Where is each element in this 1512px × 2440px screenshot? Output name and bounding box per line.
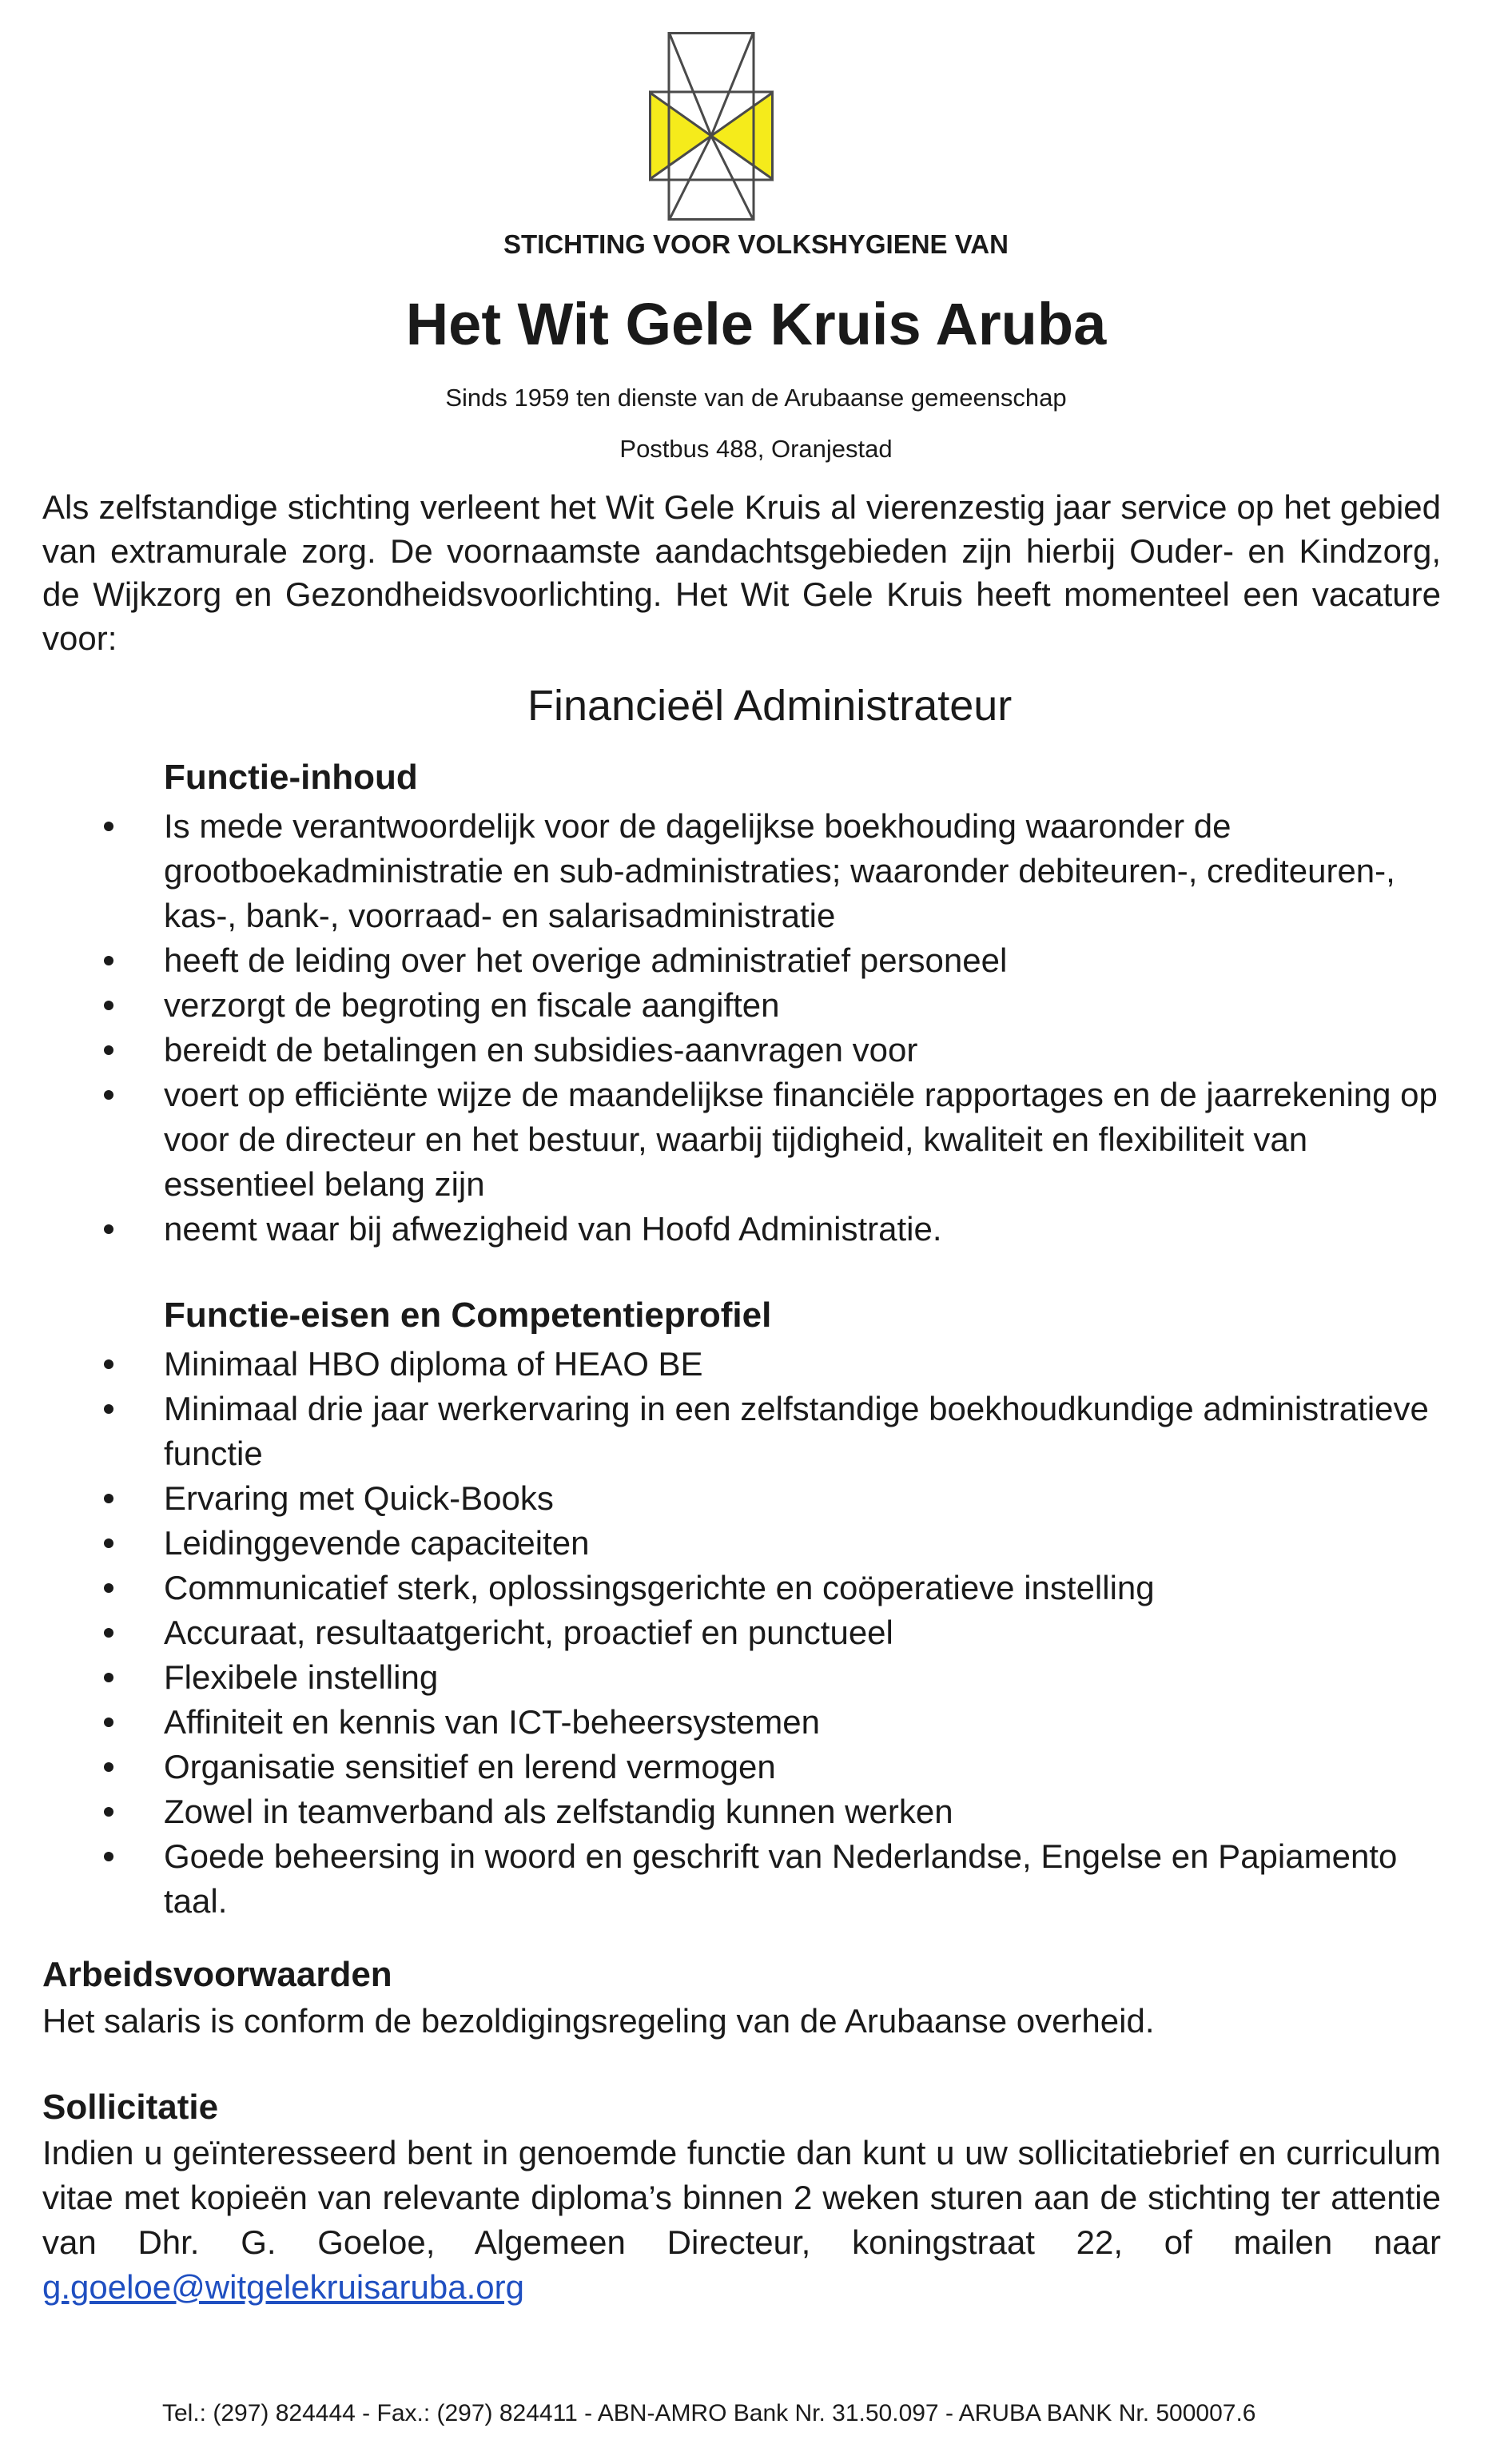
list-item: voert op efficiënte wijze de maandelijkse financiële rapportages en de jaarrekening op voor de directeur en het bestuur, waarbij tijdigheid, kwaliteit en flexibiliteit van essentieel belang zijn — [0, 1073, 1438, 1207]
list-item: Goede beheersing in woord en geschrift van Nederlandse, Engelse en Papiamento taal. — [0, 1834, 1438, 1924]
bullet-icon — [104, 1538, 113, 1548]
bullet-icon — [104, 1359, 113, 1369]
organization-name: Het Wit Gele Kruis Aruba — [405, 291, 1107, 357]
functie-inhoud-list — [0, 804, 1438, 1252]
bullet-icon — [104, 1673, 113, 1682]
bullet-icon — [104, 1628, 113, 1638]
organization-address: Postbus 488, Oranjestad — [619, 435, 893, 463]
footer-contact: Tel.: (297) 824444 - Fax.: (297) 824411 - ABN-AMRO Bank Nr. 31.50.097 - ARUBA BANK Nr. 500007.6 — [162, 2400, 1256, 2426]
bullet-icon — [104, 1762, 113, 1772]
list-item: Leidinggevende capaciteiten — [0, 1521, 1438, 1566]
list-item: Accuraat, resultaatgericht, proactief en punctueel — [0, 1610, 1438, 1655]
bullet-icon — [104, 1807, 113, 1817]
functie-eisen-heading: Functie-eisen en Competentieprofiel — [164, 1296, 772, 1335]
list-item: neemt waar bij afwezigheid van Hoofd Administratie. — [0, 1207, 1438, 1252]
arbeidsvoorwaarden-text: Het salaris is conform de bezoldigingsregeling van de Arubaanse overheid. — [42, 2002, 1155, 2040]
list-item: verzorgt de begroting en fiscale aangiften — [0, 983, 1438, 1028]
job-title: Financieël Administrateur — [527, 682, 1013, 730]
list-item: heeft de leiding over het overige administratief personeel — [0, 938, 1438, 983]
arbeidsvoorwaarden-heading: Arbeidsvoorwaarden — [42, 1955, 392, 1994]
sollicitatie-heading: Sollicitatie — [42, 2088, 219, 2127]
bullet-icon — [104, 1718, 113, 1727]
list-item: bereidt de betalingen en subsidies-aanvragen voor — [0, 1028, 1438, 1073]
yellow-cross-logo — [649, 32, 774, 221]
list-item: Minimaal drie jaar werkervaring in een zelfstandige boekhoudkundige administratieve functie — [0, 1387, 1438, 1476]
list-item: Is mede verantwoordelijk voor de dagelijkse boekhouding waaronder de grootboekadministratie en sub-administraties; waaronder debiteuren-, crediteuren-, kas-, bank-, voorraad- en salarisadministratie — [0, 804, 1438, 938]
bullet-icon — [104, 1001, 113, 1010]
bullet-icon — [104, 1583, 113, 1593]
bullet-icon — [104, 1090, 113, 1100]
list-item: Minimaal HBO diploma of HEAO BE — [0, 1342, 1438, 1387]
bullet-icon — [104, 822, 113, 831]
bullet-icon — [104, 1852, 113, 1861]
bullet-icon — [104, 1494, 113, 1503]
bullet-icon — [104, 1045, 113, 1055]
list-item: Zowel in teamverband als zelfstandig kunnen werken — [0, 1789, 1438, 1834]
list-item: Affiniteit en kennis van ICT-beheersystemen — [0, 1700, 1438, 1745]
organization-tagline: Sinds 1959 ten dienste van de Arubaanse gemeenschap — [445, 384, 1067, 412]
email-link[interactable]: g.goeloe@witgelekruisaruba.org — [42, 2268, 524, 2306]
functie-inhoud-heading: Functie-inhoud — [164, 758, 418, 797]
list-item: Communicatief sterk, oplossingsgerichte en coöperatieve instelling — [0, 1566, 1438, 1610]
list-item: Flexibele instelling — [0, 1655, 1438, 1700]
intro-paragraph: Als zelfstandige stichting verleent het Wit Gele Kruis al vierenzestig jaar service op het gebied van extramurale zorg. De voornaamste aandachtsgebieden zijn hierbij Ouder- en Kindzorg, de Wijkzorg en Gezondheidsvoorlichting. Het Wit Gele Kruis heeft momenteel een vacature voor: — [42, 488, 1441, 657]
list-item: Ervaring met Quick-Books — [0, 1476, 1438, 1521]
bullet-icon — [104, 1224, 113, 1234]
organization-prefix: STICHTING VOOR VOLKSHYGIENE VAN — [503, 229, 1009, 259]
bullet-icon — [104, 956, 113, 965]
list-item: Organisatie sensitief en lerend vermogen — [0, 1745, 1438, 1789]
sollicitatie-text: Indien u geïnteresseerd bent in genoemde functie dan kunt u uw sollicitatiebrief en curriculum vitae met kopieën van relevante diploma’s binnen 2 weken sturen aan de stichting ter attentie van Dhr. G. Goeloe, Algemeen Directeur, koningstraat 22, of mailen naar g.goeloe@witgelekruisaruba.org — [42, 2134, 1441, 2306]
bullet-icon — [104, 1404, 113, 1414]
functie-eisen-list — [0, 1342, 1438, 1924]
